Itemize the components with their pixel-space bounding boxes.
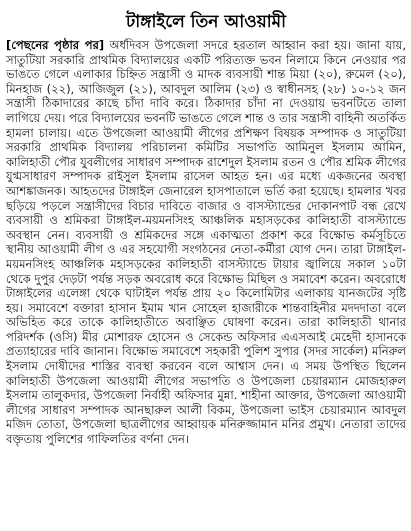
article-body-text: অর্ধদিবস উপজেলা সদরে হরতাল আহ্বান করা হয়। জানা যায়, সাতুটিয়া সরকারি প্রাথমিক বিদ্যালয়ের একটি পরিত্যক্ত ভবন নিলামে কিনে নেওয়ার পর ভাঙতে গেলে এলাকার চিহ্নিত সন্ত্রাসী ও মাদক ব্যবসায়ী শান্ত মিয়া (২০), রুমেল (২০), মিনহাজ (২২), আজিজুল (২১), আবদুল আলিম (২৩) ও স্বাধীনসহ (২৮) ১০-১২ জন সন্ত্রাসী ঠিকাদারের কাছে চাঁদা দাবি করে। ঠিকাদার চাঁদা না দেওয়ায় ভবনটিতে তালা লাগিয়ে দেয়। পরে বিদ্যালয়ের ভবনটি ভাঙতে গেলে শান্ত ও তার সন্ত্রাসী বাহিনী অতর্কিত হামলা চালায়। এতে উপজেলা আওয়ামী লীগের প্রশিক্ষণ বিষয়ক সম্পাদক ও সাতুটিয়া সরকারি প্রাথমিক বিদ্যালয় পরিচালনা কমিটির সভাপতি আমিনুল ইসলাম আমিন, কালিহাতী পৌর যুবলীগের সাধারণ সম্পাদক রাশেদুল ইসলাম রতন ও পৌর শ্রমিক লীগের যুগ্মসাধারণ সম্পাদক রাইসুল ইসলাম রাসেল আহত হন। এর মধ্যে একজনের অবস্থা আশঙ্কাজনক। আহতদের টাঙ্গাইল জেনারেল হাসপাতালে ভর্তি করা হয়েছে। হামলার খবর ছড়িয়ে পড়লে সন্ত্রাসীদের বিচার দাবিতে বাজার ও বাসস্ট্যান্ডের দোকানপাট বন্ধ রেখে ব্যবসায়ী ও শ্রমিকরা টাঙ্গাইল-ময়মনসিংহ আঞ্চলিক মহাসড়কের কালিহাতী বাসস্ট্যান্ডে অবস্থান নেন। ব্যবসায়ী ও শ্রমিকদের সঙ্গে একাত্মতা প্রকাশ করে বিক্ষোভ কর্মসূচিতে স্থানীয় আওয়ামী লীগ ও এর সহযোগী সংগঠনের নেতা-কর্মীরা যোগ দেন। তারা টাঙ্গাইল-ময়মনসিংহ আঞ্চলিক মহাসড়কের কালিহাতী বাসস্ট্যান্ডে টায়ার জ্বালিয়ে সকাল ১০টা থেকে দুপুর দেড়টা পর্যন্ত সড়ক অবরোধ করে বিক্ষোভ মিছিল ও সমাবেশ করেন। অবরোধে টাঙ্গাইলের এলেঙ্গা থেকে ঘাটাইল পর্যন্ত প্রায় ২০ কিলোমিটার এলাকায় যানজটের সৃষ্টি হয়। সমাবেশে বক্তারা হাসান ইমাম খান সোহেল হাজারীকে শান্তবাহিনীর মদদদাতা বলে অভিহিত করে তাকে কালিহাতীতে অবাঞ্ছিত ঘোষণা করেন। তারা কালিহাতী থানার পরিদর্শক (ওসি) মীর মোশারফ হোসেন ও সেকেন্ড অফিসার এএসআই মেহেদী হাসানকে প্রত্যাহারের দাবি জানান। বিক্ষোভ সমাবেশে সহকারী পুলিশ সুপার (সদর সার্কেল) মনিরুল ইসলাম দোষীদের শাস্তির ব্যবস্থা করবেন বলে আশ্বাস দেন। এ সময় উপস্থিত ছিলেন কালিহাতী উপজেলা আওয়ামী লীগের সভাপতি ও উপজেলা চেয়ারম্যান মোজহারুল ইসলাম তালুকদার, উপজেলা নির্বাহী অফিসার মুন্না. শাহীনা আক্তার, উপজেলা আওয়ামী লীগের সাধারণ সম্পাদক আনছারুল আলী বিকম, উপজেলা ভাইস চেয়ারম্যান আবদুল মজিদ তোতা, উপজেলা ছাত্রলীগের আহ্বায়ক মনিরুজ্জামান মনির প্রমুখ। নেতারা তাদের বক্তৃতায় পুলিশের গাফিলতির বর্ণনা দেন। <box>6 38 406 447</box>
article-body <box>6 38 406 447</box>
headline: টাঙ্গাইলে তিন আওয়ামী <box>126 12 286 32</box>
continued-from-tag: [পেছনের পৃষ্ঠার পর] <box>6 38 105 52</box>
